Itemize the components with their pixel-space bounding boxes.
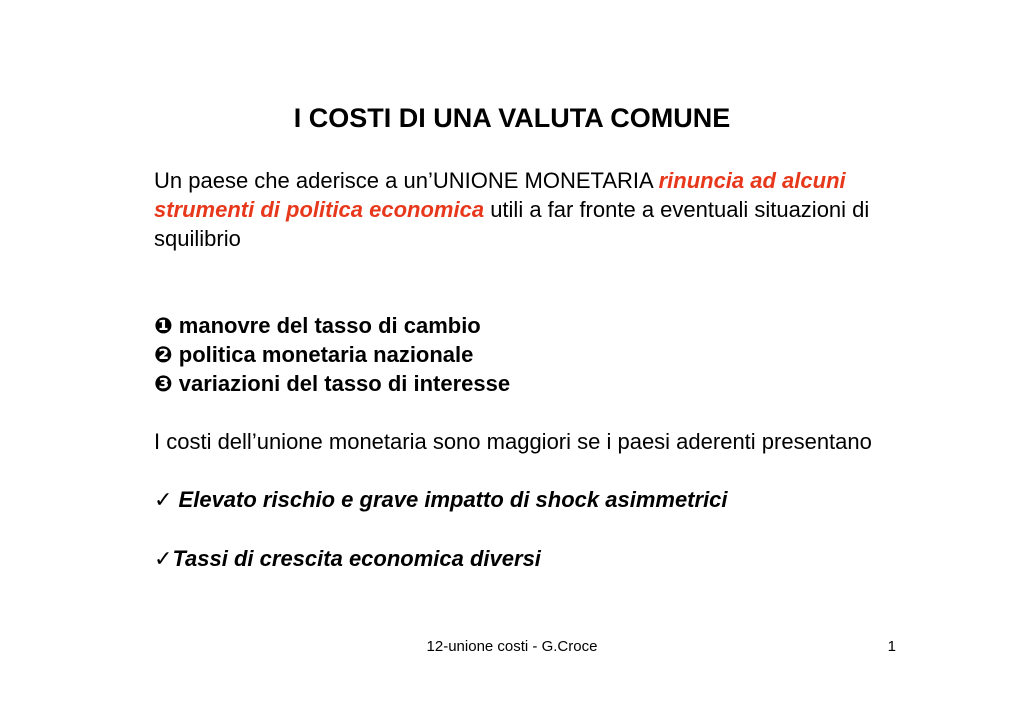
intro-emphasis: rinuncia ad alcuni strumenti di politica economica <box>154 168 846 222</box>
list-item-text: variazioni del tasso di interesse <box>178 371 511 396</box>
checkmark-icon: ✓ <box>154 547 173 572</box>
footer-label: 12-unione costi - G.Croce <box>426 638 598 655</box>
costs-paragraph: I costi dell’unione monetaria sono maggiori se i paesi aderenti presentano <box>154 429 872 454</box>
list-item-text: politica monetaria nazionale <box>178 342 474 367</box>
slide-body <box>154 166 874 574</box>
check-item <box>154 544 874 574</box>
slide-title: I COSTI DI UNA VALUTA COMUNE <box>293 103 731 133</box>
list-item <box>154 340 874 369</box>
checkmark-icon: ✓ <box>154 488 173 513</box>
intro-text-end: utili a far fronte a eventuali situazioni di squilibrio <box>154 197 870 251</box>
number-one-icon: ❶ <box>154 313 173 338</box>
list-item-text: manovre del tasso di cambio <box>178 313 481 338</box>
check-item-text: Tassi di crescita economica diversi <box>172 546 541 571</box>
list-item <box>154 369 874 398</box>
list-item <box>154 311 874 340</box>
check-item <box>154 485 874 515</box>
check-item-text: Elevato rischio e grave impatto di shock asimmetrici <box>172 487 728 512</box>
numbered-list <box>154 311 874 398</box>
page-number: 1 <box>887 638 896 655</box>
intro-text-start: Un paese che aderisce a un’UNIONE MONETARIA <box>154 168 659 193</box>
intro-paragraph <box>154 166 874 253</box>
number-three-icon: ❸ <box>154 371 173 396</box>
number-two-icon: ❷ <box>154 342 173 367</box>
